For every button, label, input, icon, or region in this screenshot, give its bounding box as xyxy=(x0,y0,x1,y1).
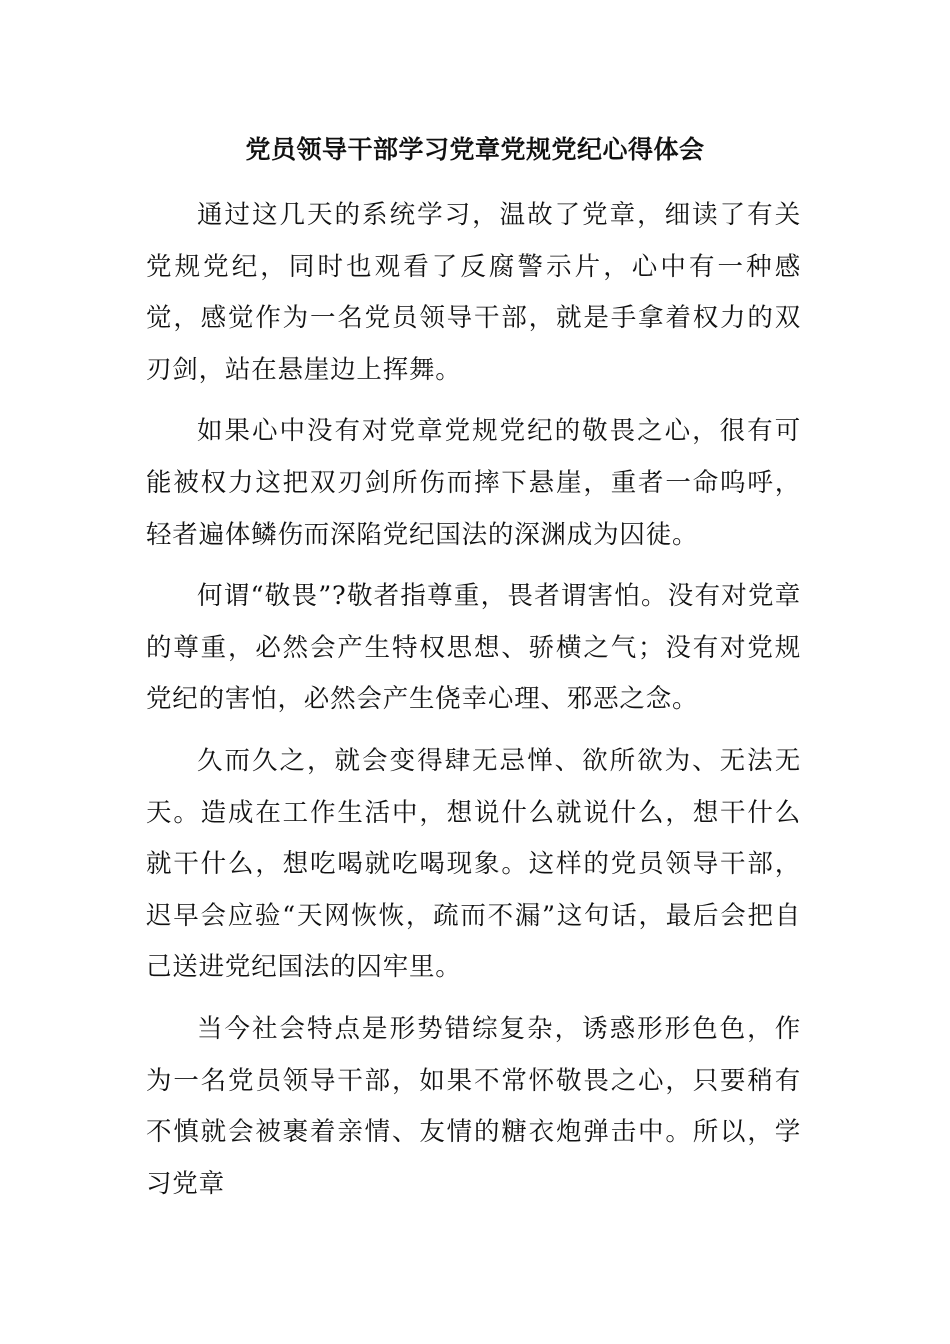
document-title: 党员领导干部学习党章党规党纪心得体会 xyxy=(245,135,705,164)
paragraph-4: 久而久之，就会变得肆无忌惮、欲所欲为、无法无天。造成在工作生活中，想说什么就说什么，想干什么就干什么，想吃喝就吃喝现象。这样的党员领导干部，迟早会应验“天网恢恢，疏而不漏”这句话，最后会把自己送进党纪国法的囚牢里。 xyxy=(146,745,801,983)
paragraph-5: 当今社会特点是形势错综复杂，诱惑形形色色，作为一名党员领导干部，如果不常怀敬畏之心，只要稍有不慎就会被裹着亲情、友情的糖衣炮弹击中。所以，学习党章 xyxy=(146,1013,801,1199)
paragraph-3: 何谓“敬畏”?敬者指尊重，畏者谓害怕。没有对党章的尊重，必然会产生特权思想、骄横之气；没有对党规党纪的害怕，必然会产生侥幸心理、邪恶之念。 xyxy=(146,581,801,715)
paragraph-1: 通过这几天的系统学习，温故了党章，细读了有关党规党纪，同时也观看了反腐警示片，心中有一种感觉，感觉作为一名党员领导干部，就是手拿着权力的双刃剑，站在悬崖边上挥舞。 xyxy=(146,200,801,385)
document-body xyxy=(146,190,801,1220)
paragraph-2: 如果心中没有对党章党规党纪的敬畏之心，很有可能被权力这把双刃剑所伤而摔下悬崖，重者一命呜呼，轻者遍体鳞伤而深陷党纪国法的深渊成为囚徒。 xyxy=(146,416,801,550)
